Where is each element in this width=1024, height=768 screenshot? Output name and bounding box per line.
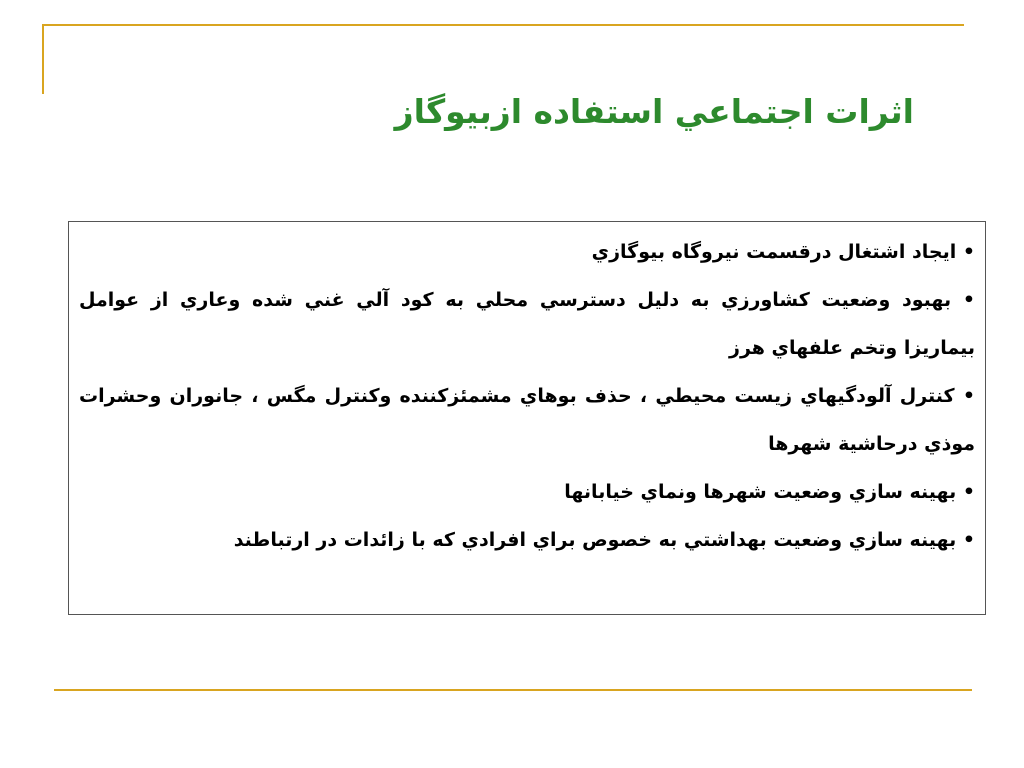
list-item-text: كنترل آلودگيهاي زيست محيطي ، حذف بوهاي مشمئزكننده وكنترل مگس ، جانوران وحشرات موذي درحاشية شهرها (79, 385, 975, 455)
list-item (79, 372, 975, 468)
bullet-icon: • (962, 481, 975, 503)
list-item-text: ايجاد اشتغال درقسمت نيروگاه بيوگازي (591, 241, 957, 263)
list-item (79, 276, 975, 372)
bullet-icon: • (962, 385, 975, 407)
top-accent-rule (42, 24, 964, 26)
list-item-text: بهينه سازي وضعيت بهداشتي به خصوص براي افرادي كه با زائدات در ارتباطند (233, 529, 957, 551)
list-item (79, 228, 975, 276)
bottom-accent-rule (54, 689, 972, 691)
list-item (79, 468, 975, 516)
slide-title: اثرات اجتماعي استفاده ازبيوگاز (394, 92, 914, 131)
left-accent-rule (42, 24, 44, 94)
list-item-text: بهبود وضعيت كشاورزي به دليل دسترسي محلي به كود آلي غني شده وعاري از عوامل بيماريزا وتخم علفهاي هرز (79, 289, 975, 359)
bullet-icon: • (962, 289, 975, 311)
list-item (79, 516, 975, 564)
bullet-icon: • (962, 241, 975, 263)
bullet-icon: • (962, 529, 975, 551)
list-item-text: بهينه سازي وضعيت شهرها ونماي خيابانها (564, 481, 957, 503)
content-box (68, 221, 986, 615)
